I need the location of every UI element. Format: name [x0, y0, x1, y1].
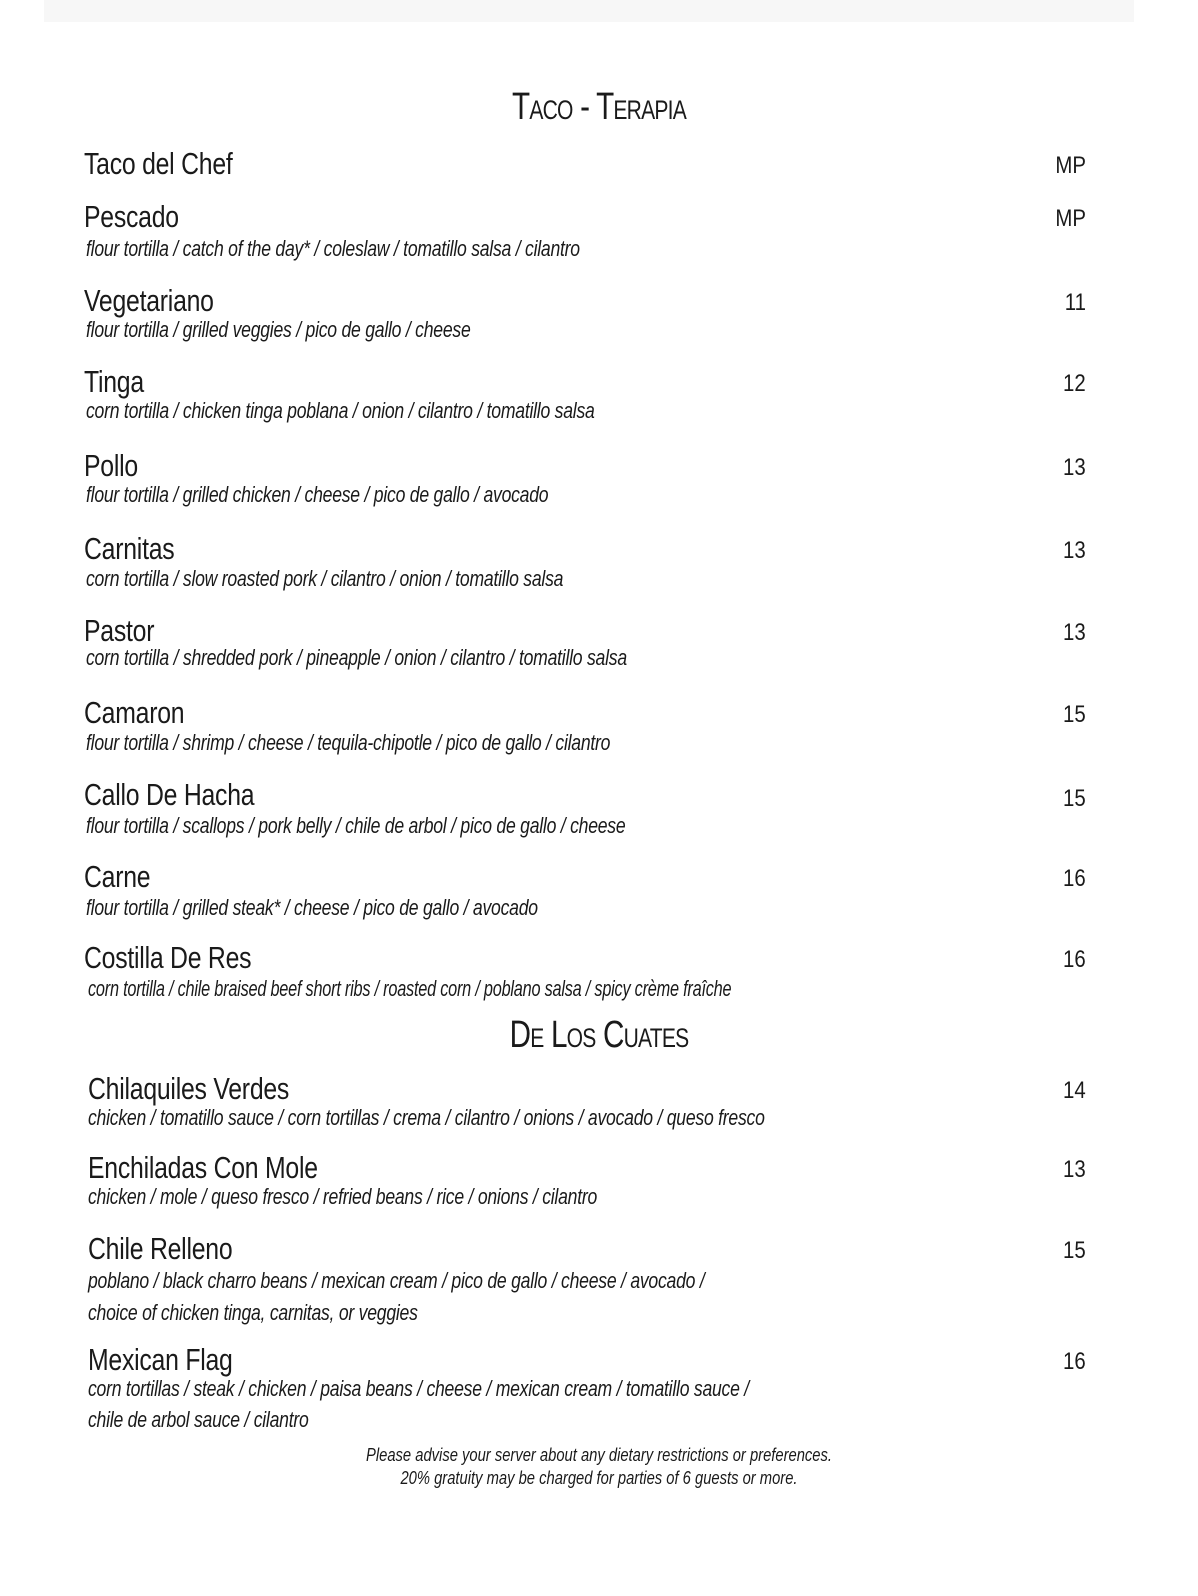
- item-price: 13: [1063, 619, 1086, 646]
- item-description: chicken / tomatillo sauce / corn tortillas / crema / cilantro / onions / avocado / queso fresco: [88, 1105, 765, 1130]
- item-description: poblano / black charro beans / mexican cream / pico de gallo / cheese / avocado /: [88, 1268, 705, 1293]
- item-name: Carne: [84, 859, 151, 894]
- item-description: flour tortilla / grilled steak* / cheese / pico de gallo / avocado: [86, 895, 538, 920]
- item-description: corn tortilla / slow roasted pork / cilantro / onion / tomatillo salsa: [86, 566, 564, 591]
- item-name: Chile Relleno: [88, 1231, 233, 1266]
- item-description-line2: choice of chicken tinga, carnitas, or veggies: [88, 1300, 418, 1325]
- item-description-line2: chile de arbol sauce / cilantro: [88, 1407, 309, 1432]
- item-name: Chilaquiles Verdes: [88, 1071, 290, 1106]
- footer-line-2: 20% gratuity may be charged for parties of 6 guests or more.: [400, 1468, 798, 1488]
- item-name: Camaron: [84, 695, 185, 730]
- item-name: Pastor: [84, 613, 155, 648]
- top-edge-strip: [44, 0, 1134, 22]
- item-price: 13: [1063, 1156, 1086, 1183]
- item-description: chicken / mole / queso fresco / refried beans / rice / onions / cilantro: [88, 1184, 598, 1209]
- item-name: Costilla De Res: [84, 940, 252, 975]
- section-title-taco-terapia: Taco - Terapia: [512, 86, 686, 128]
- item-price: 11: [1064, 289, 1086, 316]
- item-price: 14: [1063, 1077, 1086, 1104]
- item-name: Pollo: [84, 448, 138, 483]
- item-name: Vegetariano: [84, 283, 214, 318]
- item-price: 16: [1063, 946, 1086, 973]
- item-name: Pescado: [84, 199, 179, 234]
- item-name: Callo De Hacha: [84, 777, 255, 812]
- item-name: Carnitas: [84, 531, 175, 566]
- item-description: corn tortilla / chile braised beef short ribs / roasted corn / poblano salsa / spicy crème fraîche: [88, 976, 732, 1001]
- item-description: corn tortilla / shredded pork / pineapple / onion / cilantro / tomatillo salsa: [86, 645, 627, 670]
- item-description: flour tortilla / shrimp / cheese / tequila-chipotle / pico de gallo / cilantro: [86, 730, 611, 755]
- item-price: 16: [1063, 1348, 1086, 1375]
- item-description: flour tortilla / grilled chicken / cheese / pico de gallo / avocado: [86, 482, 549, 507]
- item-name: Mexican Flag: [88, 1342, 233, 1377]
- item-name: Tinga: [84, 364, 144, 399]
- item-price: 13: [1063, 454, 1086, 481]
- item-description: corn tortillas / steak / chicken / paisa beans / cheese / mexican cream / tomatillo sauce /: [88, 1376, 749, 1401]
- item-price: MP: [1055, 152, 1086, 179]
- item-price: 15: [1063, 785, 1086, 812]
- item-price: MP: [1055, 205, 1086, 232]
- item-price: 12: [1063, 370, 1086, 397]
- section-title-de-los-cuates: De Los Cuates: [509, 1014, 689, 1056]
- footer-line-1: Please advise your server about any dietary restrictions or preferences.: [366, 1445, 832, 1465]
- item-description: flour tortilla / catch of the day* / coleslaw / tomatillo salsa / cilantro: [86, 236, 580, 261]
- item-price: 15: [1063, 1237, 1086, 1264]
- item-price: 16: [1063, 865, 1086, 892]
- item-description: corn tortilla / chicken tinga poblana / onion / cilantro / tomatillo salsa: [86, 398, 595, 423]
- item-description: flour tortilla / grilled veggies / pico de gallo / cheese: [86, 317, 471, 342]
- item-name: Taco del Chef: [84, 146, 233, 181]
- item-name: Enchiladas Con Mole: [88, 1150, 318, 1185]
- item-description: flour tortilla / scallops / pork belly / chile de arbol / pico de gallo / cheese: [86, 813, 626, 838]
- item-price: 13: [1063, 537, 1086, 564]
- footer-note: [0, 1444, 1198, 1490]
- item-price: 15: [1063, 701, 1086, 728]
